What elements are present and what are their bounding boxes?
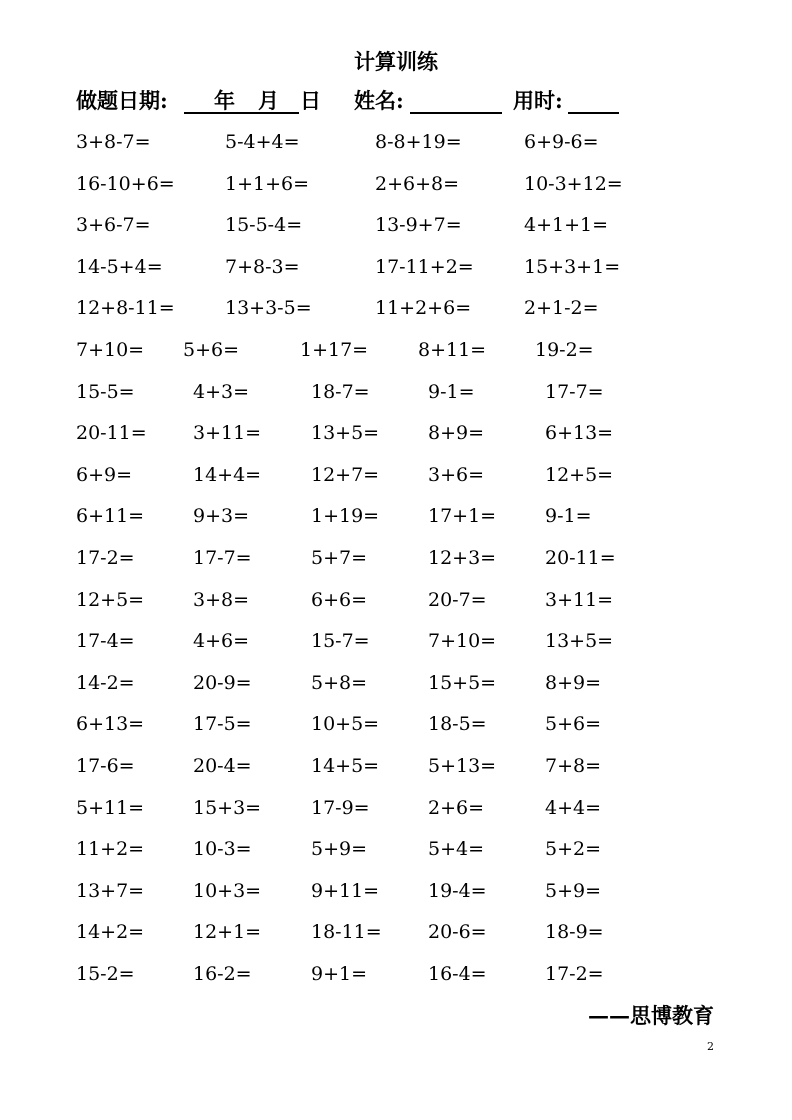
math-problem: 15+3= [193, 796, 262, 819]
math-problem: 2+1-2= [524, 297, 599, 320]
math-problem: 3+11= [193, 422, 262, 445]
math-problem: 17-4= [76, 630, 135, 653]
problem-row [0, 169, 792, 199]
problem-row [0, 418, 792, 448]
math-problem: 1+1+6= [225, 172, 310, 195]
math-problem: 3+8= [193, 588, 250, 611]
math-problem: 7+8= [545, 755, 602, 777]
math-problem: 6+6= [311, 588, 368, 611]
math-problem: 13+5= [545, 630, 614, 653]
problem-row [0, 834, 792, 864]
time-blank-underline [568, 112, 619, 114]
math-problem: 18-11= [311, 921, 382, 944]
problem-row [0, 585, 792, 615]
math-problem: 15-7= [311, 630, 370, 653]
math-problem: 20-11= [545, 547, 616, 569]
time-label: 用时: [513, 88, 563, 113]
math-problem: 17-7= [193, 547, 252, 569]
math-problem: 17-2= [76, 547, 135, 569]
math-problem: 17-7= [545, 380, 604, 403]
math-problem: 6+9= [76, 463, 133, 486]
problem-row [0, 335, 792, 365]
math-problem: 18-5= [428, 713, 487, 736]
math-problem: 18-9= [545, 921, 604, 944]
math-problem: 16-10+6= [76, 172, 175, 195]
math-problem: 4+6= [193, 630, 250, 653]
math-problem: 11+2+6= [375, 297, 472, 320]
page-number: 2 [707, 1040, 714, 1053]
math-problem: 12+8-11= [76, 297, 175, 320]
math-problem: 19-4= [428, 879, 487, 902]
math-problem: 9-1= [428, 380, 475, 403]
math-problem: 14+4= [193, 463, 262, 486]
math-problem: 8+11= [418, 339, 487, 361]
problem-row [0, 793, 792, 823]
math-problem: 20-11= [76, 422, 147, 445]
math-problem: 17-2= [545, 963, 604, 985]
math-problem: 10+3= [193, 879, 262, 902]
math-problem: 12+1= [193, 921, 262, 944]
math-problem: 10+5= [311, 713, 380, 736]
math-problem: 11+2= [76, 838, 145, 861]
math-problem: 7+8-3= [225, 255, 300, 278]
math-problem: 17-6= [76, 755, 135, 777]
math-problem: 13-9+7= [375, 214, 462, 237]
problem-row [0, 127, 792, 157]
problem-row [0, 210, 792, 240]
problem-row [0, 709, 792, 739]
math-problem: 2+6+8= [375, 172, 460, 195]
math-problem: 2+6= [428, 796, 485, 819]
math-problem: 19-2= [535, 339, 594, 361]
math-problem: 5+4= [428, 838, 485, 861]
math-problem: 3+8-7= [76, 131, 151, 153]
math-problem: 15-2= [76, 963, 135, 985]
footer-signature: ——思博教育 [588, 1003, 714, 1028]
day-label: 日 [300, 88, 321, 113]
problem-row [0, 626, 792, 656]
math-problem: 18-7= [311, 380, 370, 403]
math-problem: 17-11+2= [375, 255, 474, 278]
math-problem: 5+11= [76, 796, 145, 819]
math-problem: 4+3= [193, 380, 250, 403]
math-problem: 13+3-5= [225, 297, 312, 320]
problem-row [0, 501, 792, 531]
math-problem: 5+9= [311, 838, 368, 861]
math-problem: 14+5= [311, 755, 380, 777]
date-label: 做题日期: [76, 88, 168, 113]
math-problem: 15-5= [76, 380, 135, 403]
problem-row [0, 252, 792, 282]
math-problem: 6+13= [76, 713, 145, 736]
problem-row [0, 543, 792, 573]
math-problem: 5-4+4= [225, 131, 300, 153]
math-problem: 16-4= [428, 963, 487, 985]
math-problem: 7+10= [76, 339, 145, 361]
math-problem: 5+6= [183, 339, 240, 361]
date-blank-underline [184, 112, 299, 114]
math-problem: 7+10= [428, 630, 497, 653]
math-problem: 5+7= [311, 547, 368, 569]
math-problem: 1+19= [311, 505, 380, 528]
problem-row [0, 460, 792, 490]
math-problem: 20-6= [428, 921, 487, 944]
math-problem: 4+4= [545, 796, 602, 819]
math-problem: 9-1= [545, 505, 592, 528]
math-problem: 3+6= [428, 463, 485, 486]
math-problem: 4+1+1= [524, 214, 609, 237]
math-problem: 16-2= [193, 963, 252, 985]
year-label: 年 [214, 88, 235, 113]
problem-row [0, 876, 792, 906]
math-problem: 5+9= [545, 879, 602, 902]
math-problem: 12+3= [428, 547, 497, 569]
problem-row [0, 377, 792, 407]
math-problem: 9+1= [311, 963, 368, 985]
math-problem: 12+5= [545, 463, 614, 486]
math-problem: 3+6-7= [76, 214, 151, 237]
name-blank-underline [410, 112, 502, 114]
math-problem: 8+9= [545, 671, 602, 694]
math-problem: 5+6= [545, 713, 602, 736]
math-problem: 13+5= [311, 422, 380, 445]
math-problem: 20-4= [193, 755, 252, 777]
problem-row [0, 293, 792, 323]
math-problem: 15+3+1= [524, 255, 621, 278]
math-problem: 10-3= [193, 838, 252, 861]
math-problem: 6+13= [545, 422, 614, 445]
name-label: 姓名: [354, 88, 404, 113]
math-problem: 17-9= [311, 796, 370, 819]
math-problem: 6+11= [76, 505, 145, 528]
math-problem: 9+11= [311, 879, 380, 902]
math-problem: 5+2= [545, 838, 602, 861]
math-problem: 13+7= [76, 879, 145, 902]
math-problem: 15+5= [428, 671, 497, 694]
math-problem: 17-5= [193, 713, 252, 736]
month-label: 月 [258, 88, 279, 113]
math-problem: 8-8+19= [375, 131, 462, 153]
math-problem: 3+11= [545, 588, 614, 611]
math-problem: 14+2= [76, 921, 145, 944]
math-problem: 1+17= [300, 339, 369, 361]
problem-row [0, 917, 792, 947]
math-problem: 12+5= [76, 588, 145, 611]
math-problem: 10-3+12= [524, 172, 623, 195]
problem-row [0, 959, 792, 989]
math-problem: 20-7= [428, 588, 487, 611]
math-problem: 20-9= [193, 671, 252, 694]
math-problem: 15-5-4= [225, 214, 303, 237]
math-problem: 5+13= [428, 755, 497, 777]
problem-row [0, 668, 792, 698]
math-problem: 8+9= [428, 422, 485, 445]
math-problem: 14-5+4= [76, 255, 163, 278]
math-problem: 6+9-6= [524, 131, 599, 153]
math-problem: 5+8= [311, 671, 368, 694]
math-problem: 14-2= [76, 671, 135, 694]
math-problem: 9+3= [193, 505, 250, 528]
problem-row [0, 751, 792, 781]
math-problem: 12+7= [311, 463, 380, 486]
header-info-row [0, 86, 792, 116]
math-problem: 17+1= [428, 505, 497, 528]
page-title: 计算训练 [354, 49, 438, 74]
